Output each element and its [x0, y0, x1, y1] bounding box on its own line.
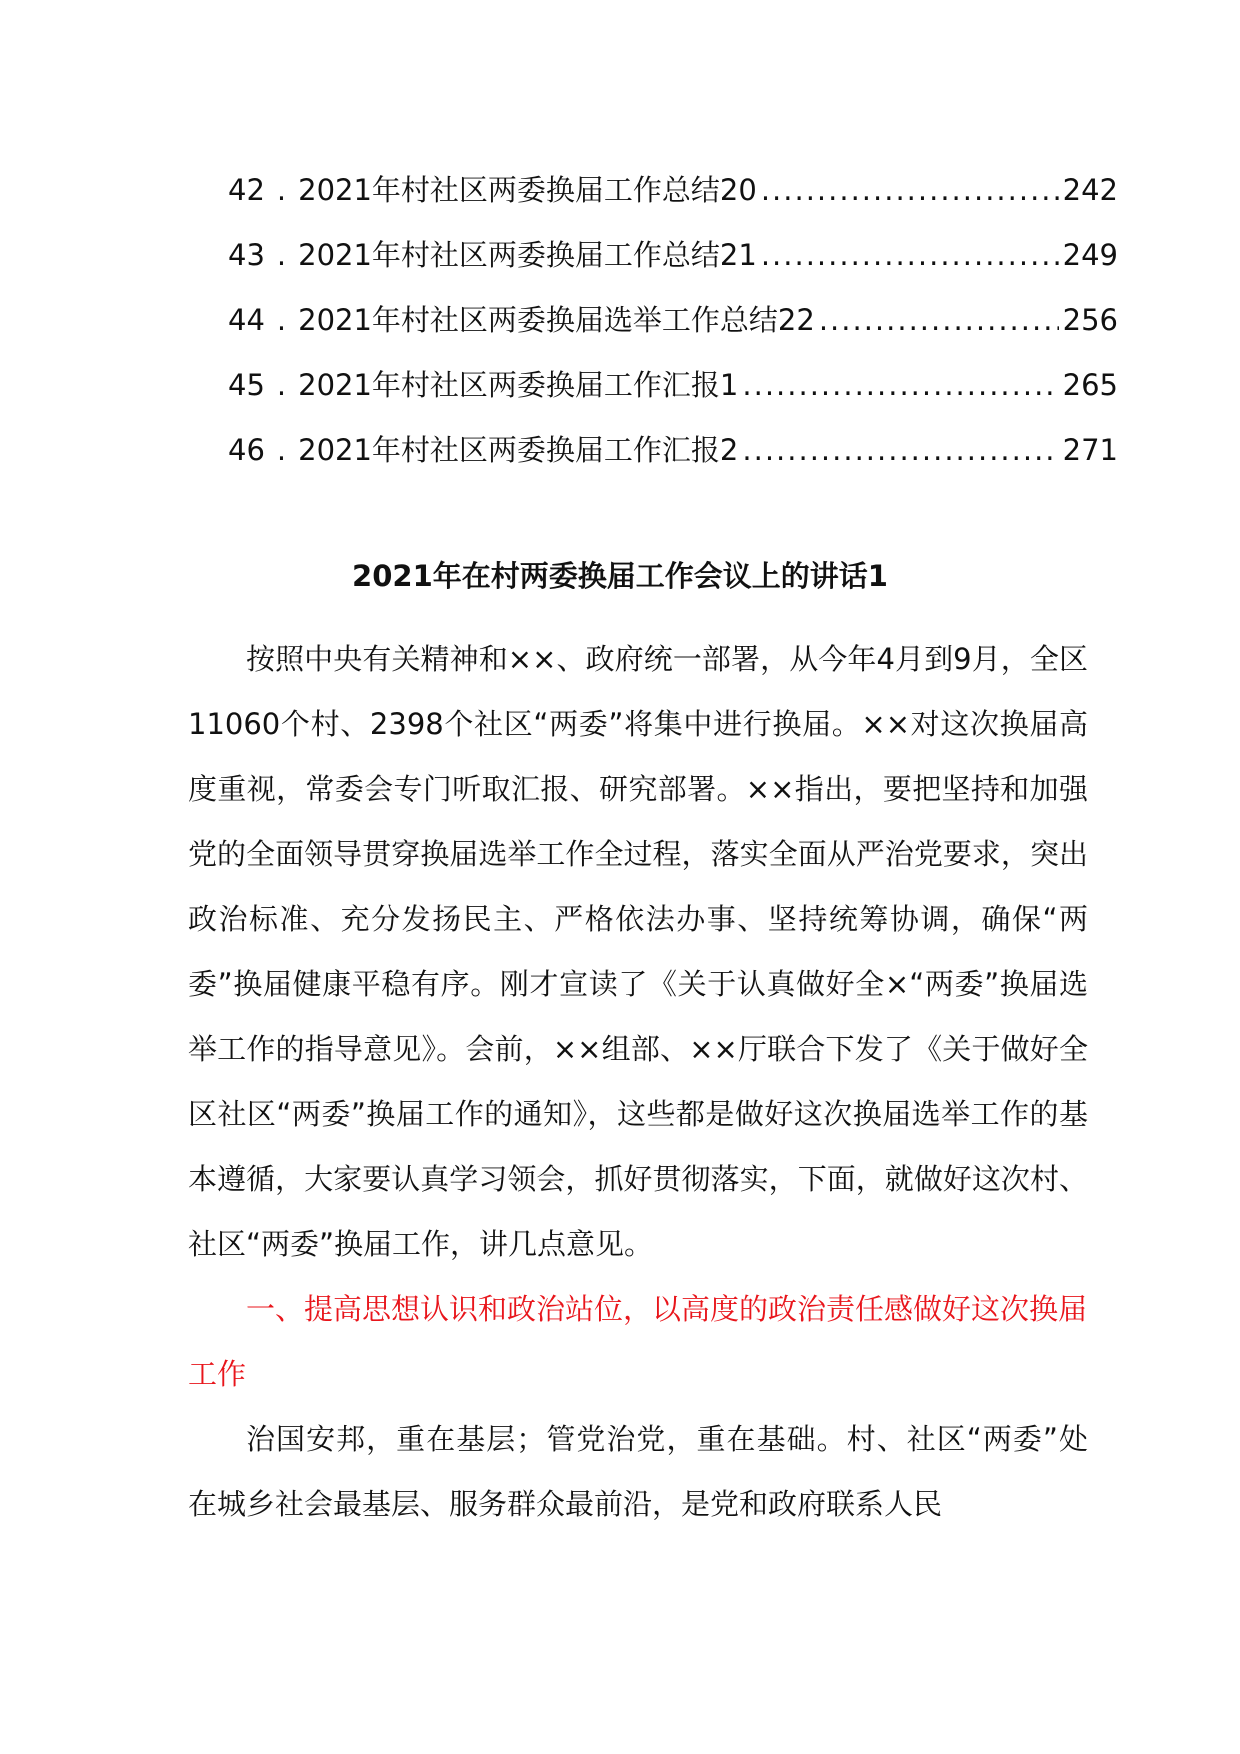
- toc-entry[interactable]: [228, 170, 1118, 235]
- toc-entry-number: 46: [228, 433, 265, 467]
- toc-dot-leader: [761, 235, 1059, 275]
- body-paragraph: 按照中央有关精神和××、政府统一部署，从今年4月到9月，全区11060个村、2398个社区“两委”将集中进行换届。××对这次换届高度重视，常委会专门听取汇报、研究部署。××指出，要把坚持和加强党的全面领导贯穿换届选举工作全过程，落实全面从严治党要求，突出政治标准、充分发扬民主、严格依法办事、坚持统筹协调，确保“两委”换届健康平稳有序。刚才宣读了《关于认真做好全×“两委”换届选举工作的指导意见》。会前，××组部、××厅联合下发了《关于做好全区社区“两委”换届工作的通知》，这些都是做好这次换届选举工作的基本遵循，大家要认真学习领会，抓好贯彻落实，下面，就做好这次村、社区“两委”换届工作，讲几点意见。: [188, 642, 1088, 1261]
- toc-entry-separator: .: [276, 173, 287, 207]
- toc-entry-page: 249: [1062, 238, 1118, 272]
- table-of-contents: [228, 170, 1118, 495]
- toc-entry-separator: .: [276, 238, 287, 272]
- body-paragraph: 治国安邦，重在基层；管党治党，重在基础。村、社区“两委”处在城乡社会最基层、服务群众最前沿，是党和政府联系人民: [188, 1422, 1088, 1521]
- toc-entry-title: 2021年村社区两委换届工作汇报2: [298, 433, 739, 467]
- toc-dot-leader: [742, 430, 1058, 470]
- toc-dot-leader: [761, 170, 1059, 210]
- toc-dot-leader: [819, 300, 1059, 340]
- toc-entry-number: 44: [228, 303, 265, 337]
- toc-entry-number: 43: [228, 238, 265, 272]
- toc-entry-number: 42: [228, 173, 265, 207]
- toc-entry-title: 2021年村社区两委换届选举工作总结22: [298, 303, 815, 337]
- toc-entry-page: 271: [1062, 433, 1118, 467]
- toc-entry-separator: .: [276, 368, 287, 402]
- section-heading: 一、提高思想认识和政治站位，以高度的政治责任感做好这次换届工作: [188, 1292, 1088, 1391]
- toc-entry[interactable]: [228, 365, 1118, 430]
- toc-entry[interactable]: [228, 235, 1118, 300]
- toc-entry-page: 242: [1062, 173, 1118, 207]
- toc-entry-number: 45: [228, 368, 265, 402]
- document-body: [188, 627, 1088, 1537]
- toc-entry-title: 2021年村社区两委换届工作总结20: [298, 173, 757, 207]
- toc-entry-page: 256: [1062, 303, 1118, 337]
- document-title: 2021年在村两委换届工作会议上的讲话1: [352, 559, 888, 594]
- toc-entry-title: 2021年村社区两委换届工作汇报1: [298, 368, 739, 402]
- toc-entry[interactable]: [228, 300, 1118, 365]
- toc-entry-separator: .: [276, 433, 287, 467]
- toc-dot-leader: [742, 365, 1058, 405]
- toc-entry-title: 2021年村社区两委换届工作总结21: [298, 238, 757, 272]
- toc-entry-separator: .: [276, 303, 287, 337]
- toc-entry[interactable]: [228, 430, 1118, 495]
- toc-entry-page: 265: [1062, 368, 1118, 402]
